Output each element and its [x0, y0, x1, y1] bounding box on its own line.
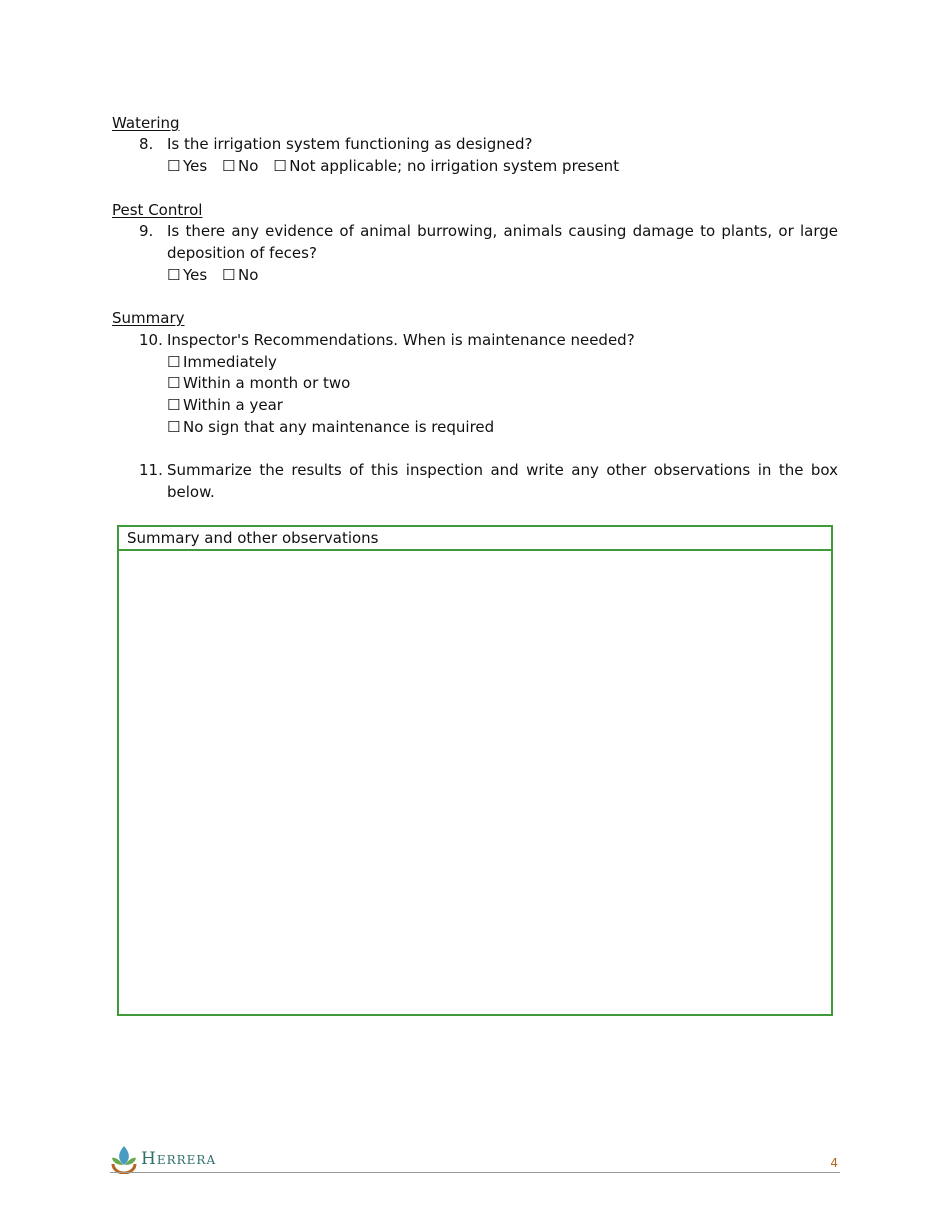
q10-option-month-or-two[interactable]: ☐ Within a month or two [167, 374, 351, 392]
checkbox-icon[interactable]: ☐ [222, 266, 236, 284]
q10-option-within-year[interactable]: ☐ Within a year [167, 396, 283, 414]
herrera-logo-icon [110, 1144, 138, 1174]
question-11-text-line-1: Summarize the results of this inspection and write any other observations in the box [167, 461, 838, 479]
checkbox-icon[interactable]: ☐ [222, 157, 236, 175]
section-heading-summary: Summary [112, 309, 185, 327]
question-11-text-line-2: below. [167, 483, 215, 501]
q8-option-not-applicable[interactable]: ☐ Not applicable; no irrigation system present [273, 157, 620, 175]
question-8-options [167, 155, 629, 177]
q10-option-immediately[interactable]: ☐ Immediately [167, 353, 277, 371]
question-8-number: 8. [139, 135, 154, 153]
summary-observations-box [117, 525, 833, 1016]
summary-box-header: Summary and other observations [119, 527, 831, 551]
checkbox-icon[interactable]: ☐ [167, 353, 181, 371]
footer-divider [110, 1172, 840, 1173]
herrera-logo [110, 1143, 216, 1175]
section-heading-watering: Watering [112, 114, 180, 132]
question-9-options [167, 264, 268, 286]
q10-option-no-maintenance[interactable]: ☐ No sign that any maintenance is required [167, 418, 495, 436]
page-number: 4 [830, 1156, 838, 1170]
q9-option-yes[interactable]: ☐ Yes [167, 266, 208, 284]
question-9-number: 9. [139, 222, 154, 240]
checkbox-icon[interactable]: ☐ [167, 374, 181, 392]
checkbox-icon[interactable]: ☐ [167, 157, 181, 175]
question-9-text-line-1: Is there any evidence of animal burrowing, animals causing damage to plants, or large [167, 222, 838, 240]
checkbox-icon[interactable]: ☐ [273, 157, 287, 175]
question-9-text-line-2: deposition of feces? [167, 244, 317, 262]
logo-wordmark: Herrera [141, 1149, 217, 1169]
checkbox-icon[interactable]: ☐ [167, 266, 181, 284]
checkbox-icon[interactable]: ☐ [167, 396, 181, 414]
question-11-number: 11. [139, 461, 163, 479]
q8-option-yes[interactable]: ☐ Yes [167, 157, 208, 175]
summary-observations-field[interactable] [119, 551, 831, 1014]
section-heading-pest-control: Pest Control [112, 201, 203, 219]
question-10-number: 10. [139, 331, 163, 349]
question-10-text: Inspector's Recommendations. When is maintenance needed? [167, 331, 635, 349]
question-8-text: Is the irrigation system functioning as designed? [167, 135, 533, 153]
q8-option-no[interactable]: ☐ No [222, 157, 259, 175]
q9-option-no[interactable]: ☐ No [222, 266, 259, 284]
checkbox-icon[interactable]: ☐ [167, 418, 181, 436]
